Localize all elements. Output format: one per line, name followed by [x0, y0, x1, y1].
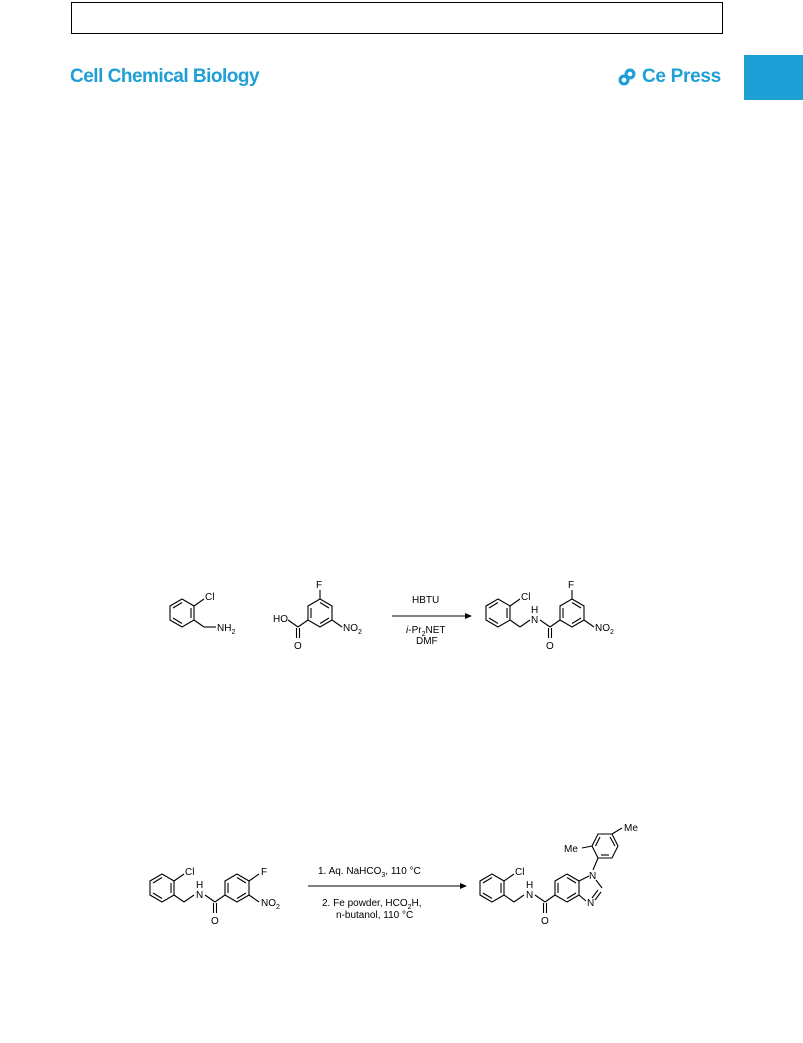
reagent-base: $i-Pr_2NET$ [406, 625, 446, 638]
svg-text:H: H [531, 605, 539, 616]
header-box [71, 2, 723, 34]
svg-text:N: N [587, 898, 595, 909]
svg-text:O: O [294, 641, 302, 652]
ho-label: HO [273, 614, 288, 625]
svg-text:O: O [211, 916, 219, 927]
svg-text:H: H [196, 880, 204, 891]
svg-text:N: N [526, 890, 534, 901]
synthesis-scheme-2 [140, 820, 680, 935]
svg-text:O: O [541, 916, 549, 927]
svg-text:N: N [196, 890, 204, 901]
svg-text:N: N [531, 615, 539, 626]
conditions-step-3: n-butanol, 110 °C [336, 910, 414, 921]
reagent-solvent: DMF [416, 636, 438, 647]
svg-text:NO2: $NO_2$ [343, 623, 362, 636]
svg-text:N: N [589, 871, 597, 882]
svg-text:NO2: $NO_2$ [595, 623, 614, 636]
svg-text:F: F [568, 580, 575, 591]
benzimidazole-product-structure [480, 823, 638, 927]
synthesis-scheme-1 [160, 580, 640, 660]
section-tab [744, 55, 803, 100]
svg-text:Cl: Cl [185, 867, 195, 878]
reaction-arrow-1 [392, 595, 472, 647]
fluoronitrobenzoic-acid-structure [273, 580, 362, 652]
svg-text:Me: Me [564, 844, 578, 855]
chlorobenzylamine-structure [170, 592, 235, 636]
svg-text:Cl: Cl [515, 867, 525, 878]
publisher-logo[interactable] [616, 64, 721, 90]
svg-text:NO2: $NO_2$ [261, 898, 280, 911]
conditions-step-2: 2. Fe powder, $HCO_2H$, [322, 898, 422, 911]
svg-text:H: H [526, 880, 534, 891]
nh2-label: $NH_2$ [217, 623, 236, 636]
svg-text:Me: Me [624, 823, 638, 834]
amide-intermediate-structure [150, 867, 280, 927]
svg-text:F: F [316, 580, 323, 591]
amide-product-structure [486, 580, 614, 652]
reagent-hbtu: HBTU [412, 595, 440, 606]
svg-text:O: O [546, 641, 554, 652]
publisher-name: Ce Press [642, 66, 721, 87]
cl-label: Cl [205, 592, 215, 603]
conditions-step-1: 1. Aq. NaHCO$_3$, 110 °C [318, 866, 421, 879]
svg-text:Cl: Cl [521, 592, 531, 603]
svg-text:F: F [261, 867, 268, 878]
journal-title[interactable]: Cell Chemical Biology [70, 66, 260, 87]
reaction-arrow-2 [308, 866, 467, 921]
cellpress-logo-icon [616, 66, 638, 88]
